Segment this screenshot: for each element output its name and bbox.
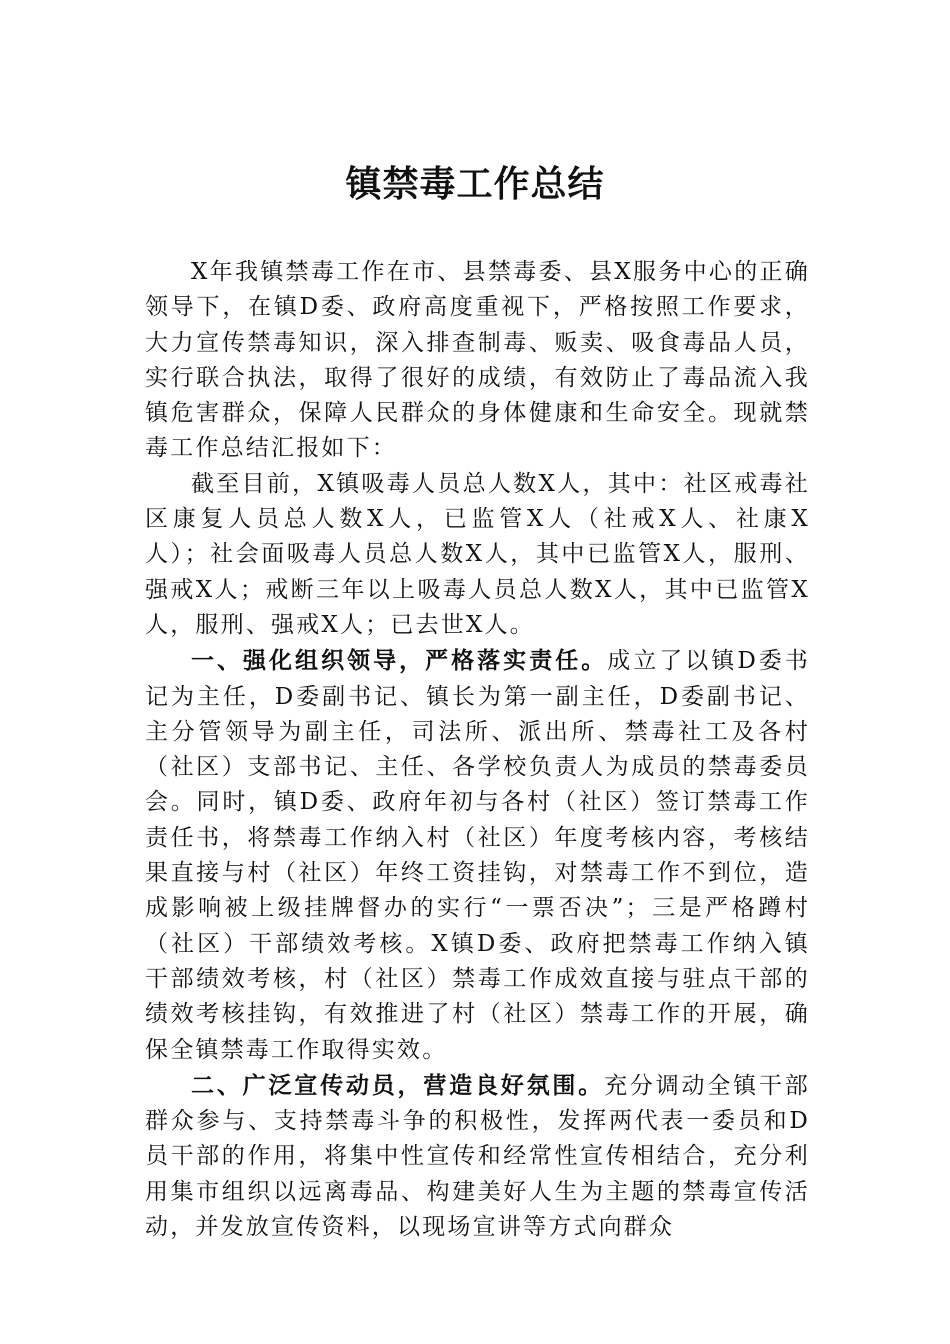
document-body — [145, 255, 810, 1245]
paragraph-text: 充分调动全镇干部群众参与、支持禁毒斗争的积极性，发挥两代表一委员和D员干部的作用，将集中性宣传和经常性宣传相结合，充分利用集市组织以远离毒品、构建美好人生为主题的禁毒宣传活动，并发放宣传资料，以现场宣讲等方式向群众 — [145, 1072, 810, 1241]
paragraph-text: 成立了以镇D委书记为主任，D委副书记、镇长为第一副主任，D委副书记、主分管领导为副主任，司法所、派出所、禁毒社工及各村（社区）支部书记、主任、各学校负责人为成员的禁毒委员会。同时，镇D委、政府年初与各村（社区）签订禁毒工作责任书，将禁毒工作纳入村（社区）年度考核内容，考核结果直接与村（社区）年终工资挂钩，对禁毒工作不到位，造成影响被上级挂牌督办的实行“一票否决”；三是严格蹲村（社区）干部绩效考核。X镇D委、政府把禁毒工作纳入镇干部绩效考核，村（社区）禁毒工作成效直接与驻点干部的绩效考核挂钩，有效推进了村（社区）禁毒工作的开展，确保全镇禁毒工作取得实效。 — [145, 648, 810, 1063]
paragraph-text: 截至目前，X镇吸毒人员总人数X人，其中：社区戒毒社区康复人员总人数X人，已监管X人（社戒X人、社康X人）；社会面吸毒人员总人数X人，其中已监管X人，服刑、强戒X人；戒断三年以上吸毒人员总人数X人，其中已监管X人，服刑、强戒X人；已去世X人。 — [145, 470, 810, 638]
paragraph-section-2 — [145, 1068, 810, 1245]
document-title: 镇禁毒工作总结 — [345, 163, 605, 205]
section-heading: 二、广泛宣传动员，营造良好氛围。 — [191, 1071, 605, 1099]
paragraph-intro — [145, 255, 810, 467]
paragraph-section-1 — [145, 643, 810, 1068]
section-heading: 一、强化组织领导，严格落实责任。 — [191, 647, 608, 675]
paragraph-statistics — [145, 467, 810, 643]
paragraph-text: X年我镇禁毒工作在市、县禁毒委、县X服务中心的正确领导下，在镇D委、政府高度重视下，严格按照工作要求，大力宣传禁毒知识，深入排查制毒、贩卖、吸食毒品人员，实行联合执法，取得了很好的成绩，有效防止了毒品流入我镇危害群众，保障人民群众的身体健康和生命安全。现就禁毒工作总结汇报如下： — [145, 259, 810, 462]
